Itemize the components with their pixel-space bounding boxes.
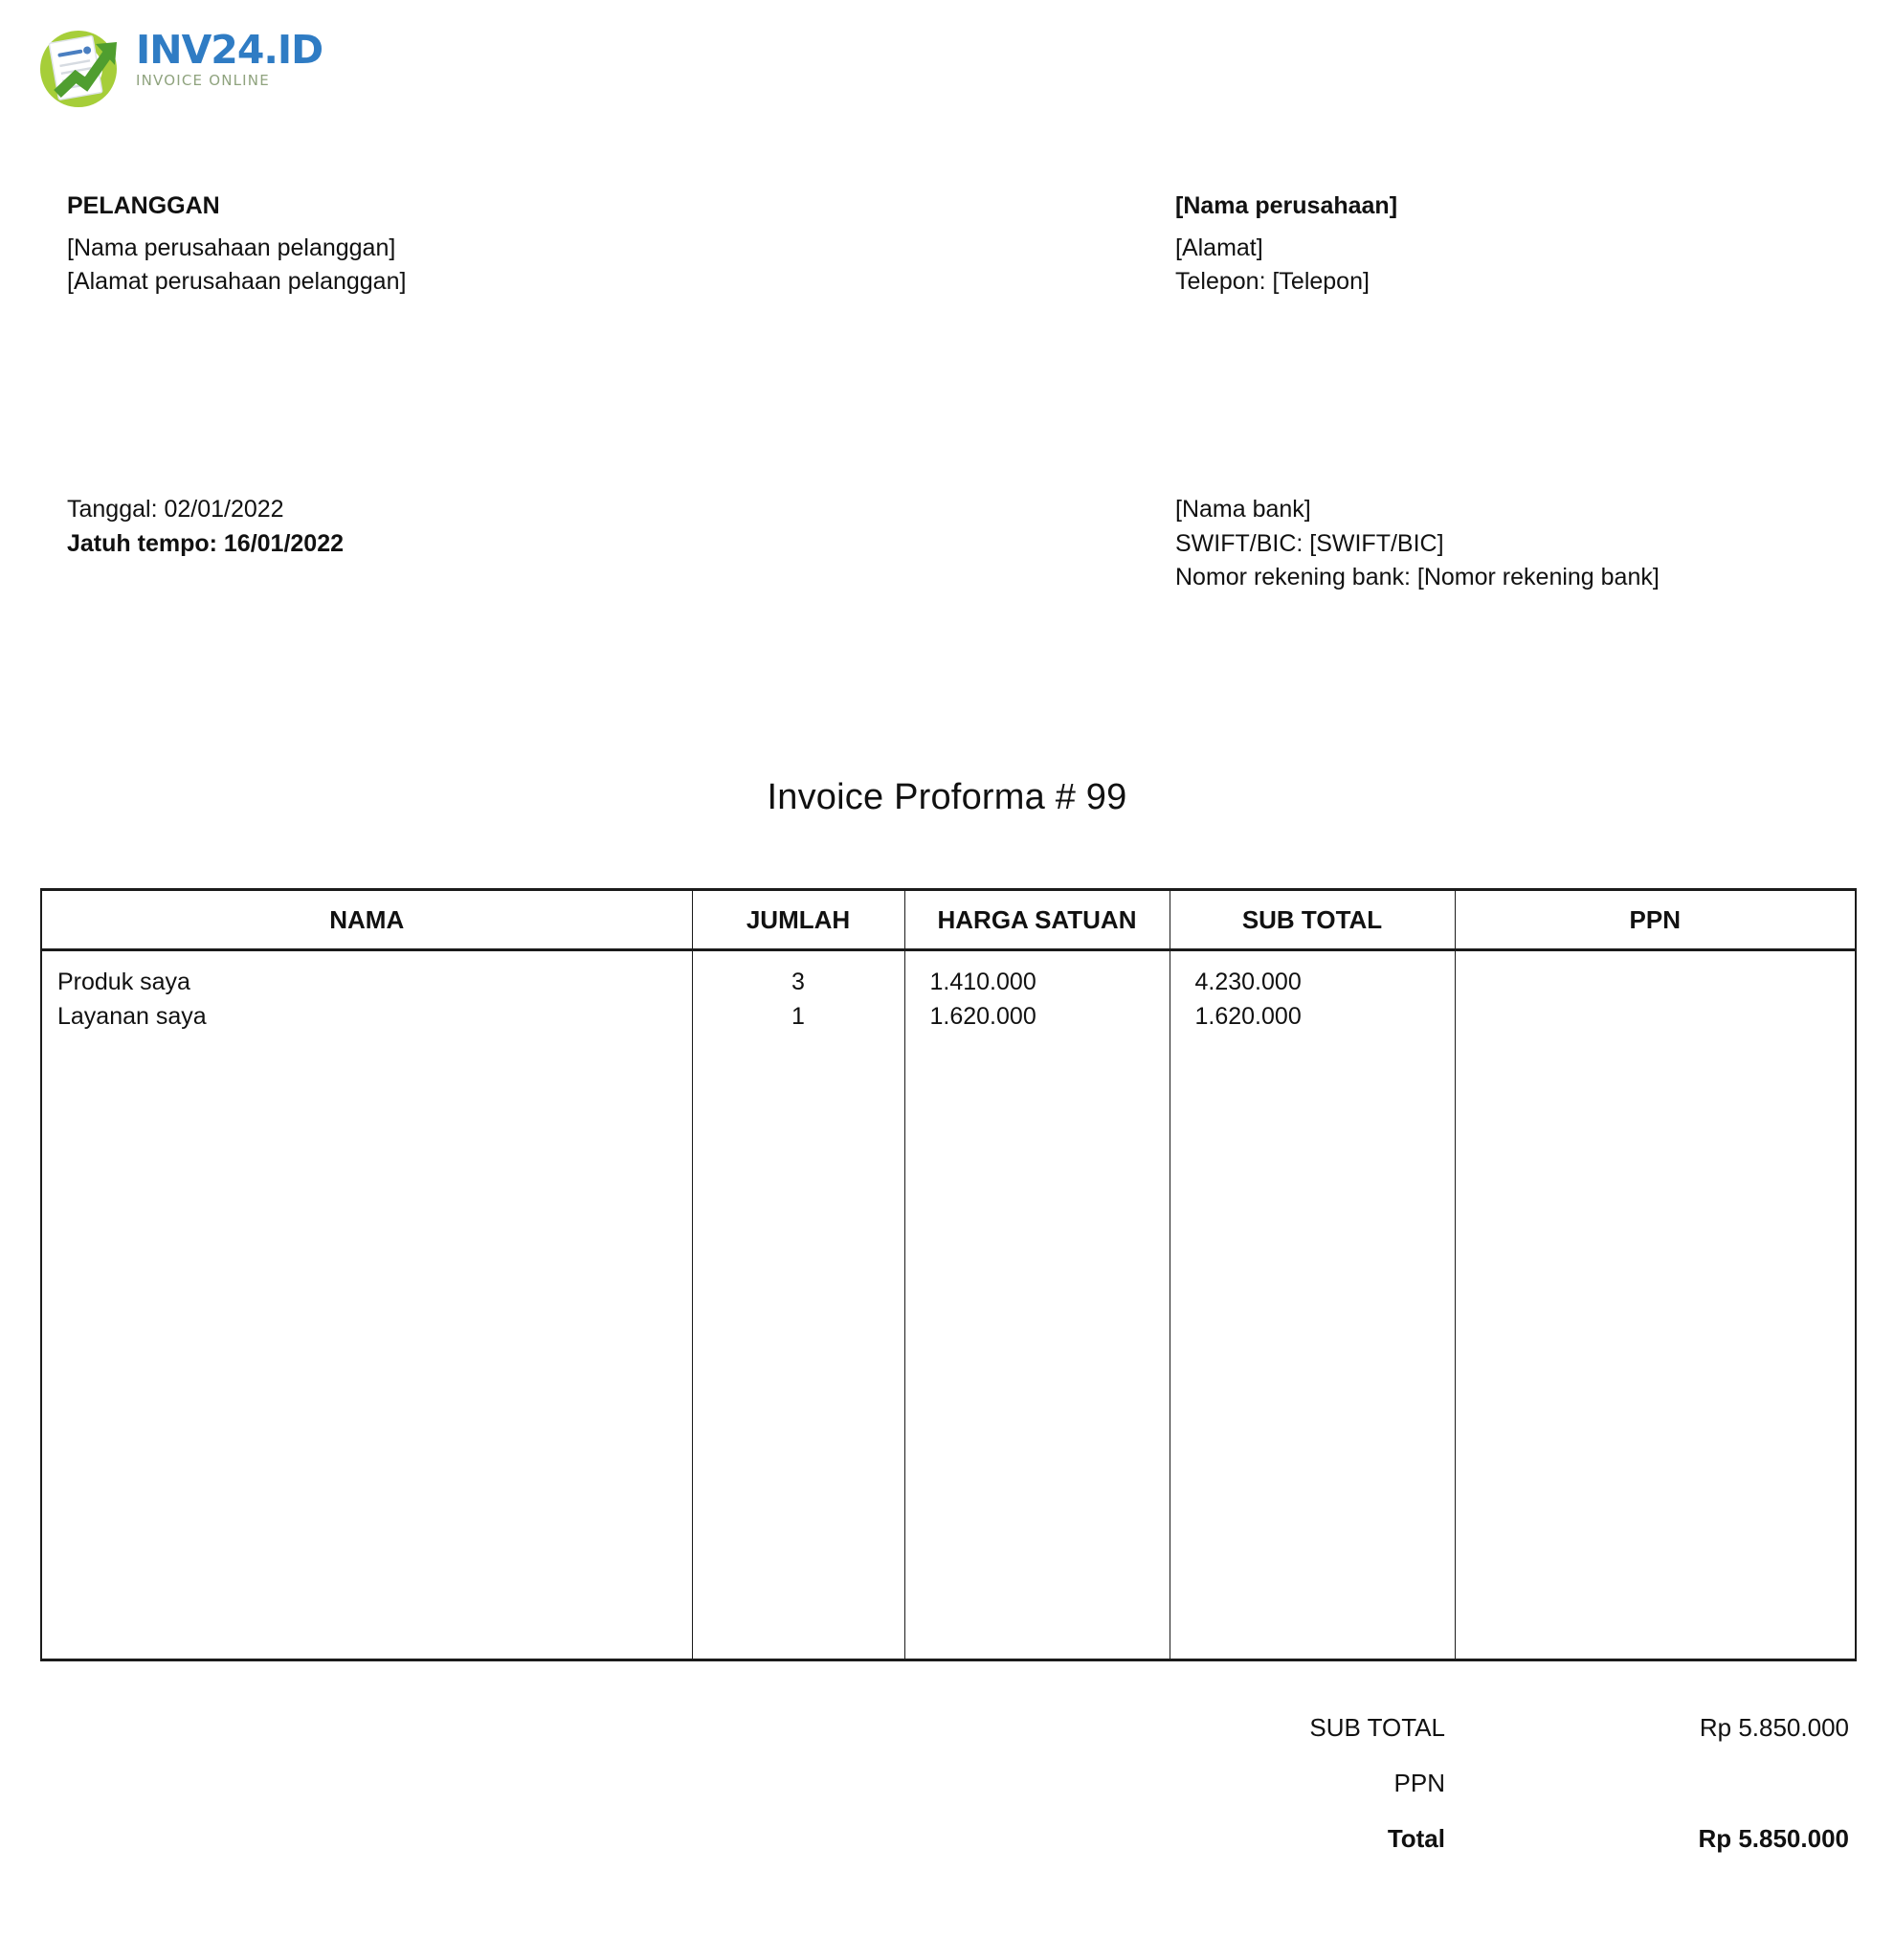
company-phone: Telepon: [Telepon] bbox=[1175, 268, 1370, 295]
cell-harga-satuan bbox=[904, 950, 1170, 1660]
summary-row-ppn bbox=[1129, 1769, 1855, 1824]
customer-heading: PELANGGAN bbox=[67, 192, 220, 219]
due-date: Jatuh tempo: 16/01/2022 bbox=[67, 529, 345, 557]
company-address: [Alamat] bbox=[1175, 234, 1263, 261]
nama-list bbox=[42, 965, 692, 1035]
inv24-logo-icon bbox=[33, 23, 128, 111]
bank-account: Nomor rekening bank: [Nomor rekening bank] bbox=[1175, 564, 1660, 590]
cell-nama bbox=[41, 950, 692, 1660]
harga-satuan-list bbox=[905, 965, 1170, 1035]
jumlah-list bbox=[693, 965, 904, 1035]
list-item: Produk saya bbox=[57, 969, 190, 995]
column-header-ppn: PPN bbox=[1455, 890, 1856, 950]
bank-swift: SWIFT/BIC: [SWIFT/BIC] bbox=[1175, 529, 1444, 557]
brand-name: INV24.ID bbox=[136, 27, 323, 73]
bank-name: [Nama bank] bbox=[1175, 496, 1311, 523]
cell-ppn bbox=[1455, 950, 1856, 1660]
total-value: Rp 5.850.000 bbox=[1698, 1824, 1849, 1853]
company-name: [Nama perusahaan] bbox=[1175, 192, 1398, 219]
ppn-label: PPN bbox=[1393, 1769, 1445, 1797]
sub-total-list bbox=[1170, 965, 1455, 1035]
list-item: 1.620.000 bbox=[1194, 1003, 1302, 1031]
table-row bbox=[41, 950, 1856, 1660]
company-block bbox=[1175, 189, 1845, 300]
customer-block bbox=[67, 189, 852, 300]
column-header-nama: NAMA bbox=[41, 890, 692, 950]
list-item: 1 bbox=[791, 1003, 805, 1031]
column-header-jumlah: JUMLAH bbox=[692, 890, 904, 950]
issue-date: Tanggal: 02/01/2022 bbox=[67, 496, 284, 523]
table-body bbox=[41, 950, 1856, 1660]
brand-text bbox=[136, 27, 323, 89]
list-item: 4.230.000 bbox=[1194, 969, 1302, 995]
list-item: 3 bbox=[791, 969, 805, 995]
list-item: 1.410.000 bbox=[929, 969, 1036, 995]
table-header-row bbox=[41, 890, 1856, 950]
column-header-sub-total: SUB TOTAL bbox=[1170, 890, 1455, 950]
customer-company: [Nama perusahaan pelanggan] bbox=[67, 234, 396, 261]
brand-tagline: INVOICE ONLINE bbox=[136, 72, 270, 89]
brand-logo bbox=[33, 15, 323, 111]
sub-total-label: SUB TOTAL bbox=[1309, 1713, 1445, 1742]
table-header bbox=[41, 890, 1856, 950]
list-item: Layanan saya bbox=[57, 1003, 207, 1031]
page-title: Invoice Proforma # 99 bbox=[767, 777, 1127, 817]
bank-block bbox=[1175, 493, 1864, 595]
totals-summary bbox=[1129, 1713, 1855, 1880]
dates-block bbox=[67, 493, 833, 561]
summary-row-total bbox=[1129, 1824, 1855, 1880]
customer-address: [Alamat perusahaan pelanggan] bbox=[67, 268, 407, 295]
cell-sub-total bbox=[1170, 950, 1455, 1660]
total-label: Total bbox=[1387, 1824, 1445, 1853]
sub-total-value: Rp 5.850.000 bbox=[1699, 1713, 1849, 1742]
cell-jumlah bbox=[692, 950, 904, 1660]
summary-row-sub-total bbox=[1129, 1713, 1855, 1769]
list-item: 1.620.000 bbox=[929, 1003, 1036, 1031]
line-items-table bbox=[40, 888, 1857, 1661]
column-header-harga-satuan: HARGA SATUAN bbox=[904, 890, 1170, 950]
